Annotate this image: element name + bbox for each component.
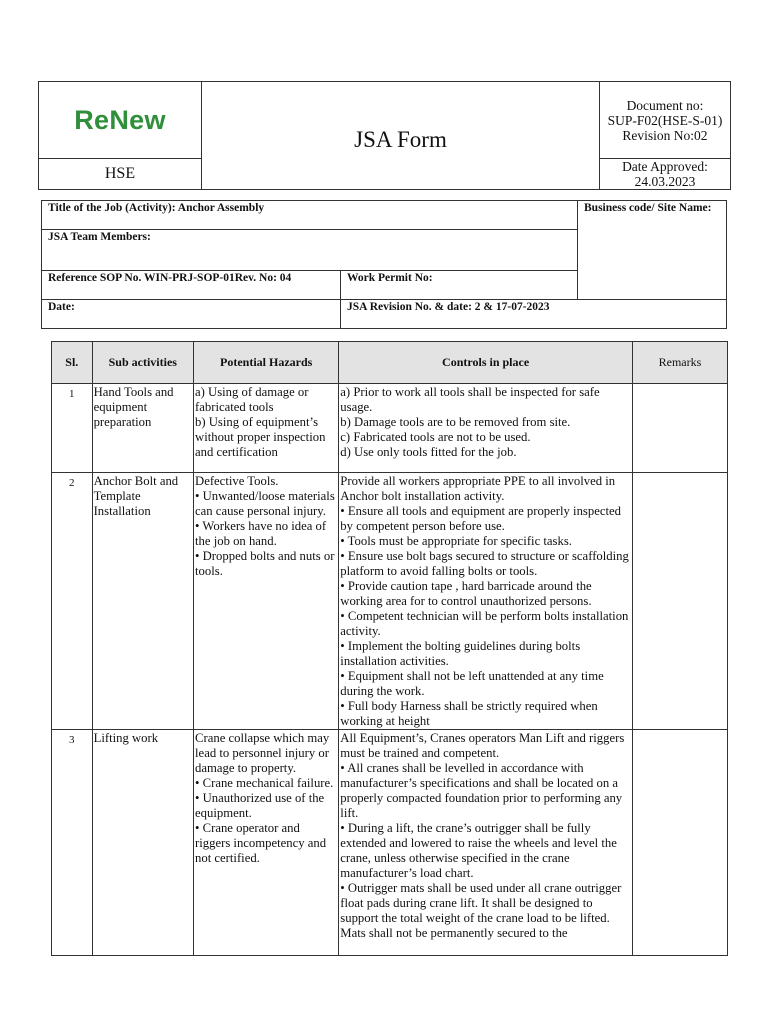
hazard-item: • Unwanted/loose materials can cause personal injury. bbox=[195, 489, 335, 518]
col-header-sub-activities: Sub activities bbox=[92, 342, 193, 384]
row-hazards bbox=[194, 473, 339, 730]
department-label: HSE bbox=[39, 159, 202, 190]
revision-no: Revision No:02 bbox=[622, 127, 708, 143]
table-row bbox=[52, 384, 728, 473]
control-item: • Implement the bolting guidelines during bolts installation activities. bbox=[340, 639, 581, 668]
row-sub-activity: Anchor Bolt and Template Installation bbox=[92, 473, 193, 730]
hazard-item: • Workers have no idea of the job on hand. bbox=[195, 519, 327, 548]
table-header-row bbox=[52, 342, 728, 384]
col-header-potential-hazards: Potential Hazards bbox=[194, 342, 339, 384]
control-item: • Competent technician will be perform bolts installation activity. bbox=[340, 609, 629, 638]
hazard-item: • Unauthorized use of the equipment. bbox=[195, 791, 325, 820]
form-title: JSA Form bbox=[202, 82, 600, 190]
control-item: • Provide caution tape , hard barricade around the working area for to control unauthorized persons. bbox=[340, 579, 592, 608]
control-item: All Equipment’s, Cranes operators Man Lift and riggers must be trained and competent. bbox=[340, 731, 625, 760]
business-code: Business code/ Site Name: bbox=[578, 201, 727, 300]
col-header-remarks: Remarks bbox=[632, 342, 727, 384]
reference-sop: Reference SOP No. WIN-PRJ-SOP-01Rev. No: 04 bbox=[42, 271, 341, 300]
row-controls bbox=[339, 384, 633, 473]
control-item: • All cranes shall be levelled in accordance with manufacturer’s specifications and shall be located on a properly compacted foundation prior to performing any lift. bbox=[340, 761, 623, 820]
row-sl: 3 bbox=[52, 730, 93, 956]
control-item: a) Prior to work all tools shall be inspected for safe usage. bbox=[340, 385, 600, 414]
control-item: • Ensure use bolt bags secured to structure or scaffolding platform to avoid falling bolts or tools. bbox=[340, 549, 629, 578]
hazard-item: Crane collapse which may lead to personnel injury or damage to property. bbox=[195, 731, 330, 775]
approval-info bbox=[600, 159, 731, 190]
row-sub-activity: Lifting work bbox=[92, 730, 193, 956]
document-info bbox=[600, 82, 731, 159]
row-remarks bbox=[632, 384, 727, 473]
hazard-item: Defective Tools. bbox=[195, 474, 279, 488]
hazard-item: • Crane operator and riggers incompetency and not certified. bbox=[195, 821, 327, 865]
control-item: b) Damage tools are to be removed from site. bbox=[340, 415, 571, 429]
row-controls bbox=[339, 473, 633, 730]
date-approved-label: Date Approved: bbox=[622, 159, 708, 174]
control-item: • Ensure all tools and equipment are properly inspected by competent person before use. bbox=[340, 504, 621, 533]
row-remarks bbox=[632, 730, 727, 956]
control-item: c) Fabricated tools are not to be used. bbox=[340, 430, 531, 444]
table-row bbox=[52, 473, 728, 730]
table-row bbox=[52, 730, 728, 956]
document-no: SUP-F02(HSE-S-01) bbox=[607, 112, 723, 128]
document-header bbox=[38, 81, 731, 190]
row-sl: 2 bbox=[52, 473, 93, 730]
row-sl: 1 bbox=[52, 384, 93, 473]
hazard-item: • Dropped bolts and nuts or tools. bbox=[195, 549, 335, 578]
work-permit: Work Permit No: bbox=[341, 271, 578, 300]
hazard-item: • Crane mechanical failure. bbox=[195, 776, 334, 790]
jsa-table bbox=[51, 341, 728, 956]
hazard-item: a) Using of damage or fabricated tools bbox=[195, 385, 309, 414]
control-item: Provide all workers appropriate PPE to all involved in Anchor bolt installation activity. bbox=[340, 474, 616, 503]
control-item: • During a lift, the crane’s outrigger shall be fully extended and lowered to raise the wheels and level the crane, unless otherwise specified in the crane manufacturer’s load chart. bbox=[340, 821, 617, 880]
row-hazards bbox=[194, 730, 339, 956]
job-title: Title of the Job (Activity): Anchor Assembly bbox=[42, 201, 578, 230]
row-controls bbox=[339, 730, 633, 956]
control-item: • Full body Harness shall be strictly required when working at height bbox=[340, 699, 598, 728]
col-header-sl: Sl. bbox=[52, 342, 93, 384]
control-item: d) Use only tools fitted for the job. bbox=[340, 445, 517, 459]
date-approved: 24.03.2023 bbox=[634, 174, 696, 189]
date-field: Date: bbox=[42, 300, 341, 329]
col-header-controls: Controls in place bbox=[339, 342, 633, 384]
hazard-item: b) Using of equipment’s without proper inspection and certification bbox=[195, 415, 326, 459]
jsa-revision: JSA Revision No. & date: 2 & 17-07-2023 bbox=[341, 300, 727, 329]
control-item: • Equipment shall not be left unattended at any time during the work. bbox=[340, 669, 604, 698]
logo-cell bbox=[39, 82, 202, 159]
document-no-label: Document no: bbox=[626, 97, 704, 113]
control-item: • Tools must be appropriate for specific tasks. bbox=[340, 534, 572, 548]
control-item: • Outrigger mats shall be used under all crane outrigger float pads during crane lift. It shall be designed to support the total weight of the crane load to be lifted. Mats shall not be permanently secured to the bbox=[340, 881, 622, 940]
row-sub-activity: Hand Tools and equipment preparation bbox=[92, 384, 193, 473]
row-remarks bbox=[632, 473, 727, 730]
renew-logo: ReNew bbox=[74, 104, 166, 135]
job-info-table bbox=[41, 200, 727, 329]
team-members: JSA Team Members: bbox=[42, 230, 578, 271]
row-hazards bbox=[194, 384, 339, 473]
